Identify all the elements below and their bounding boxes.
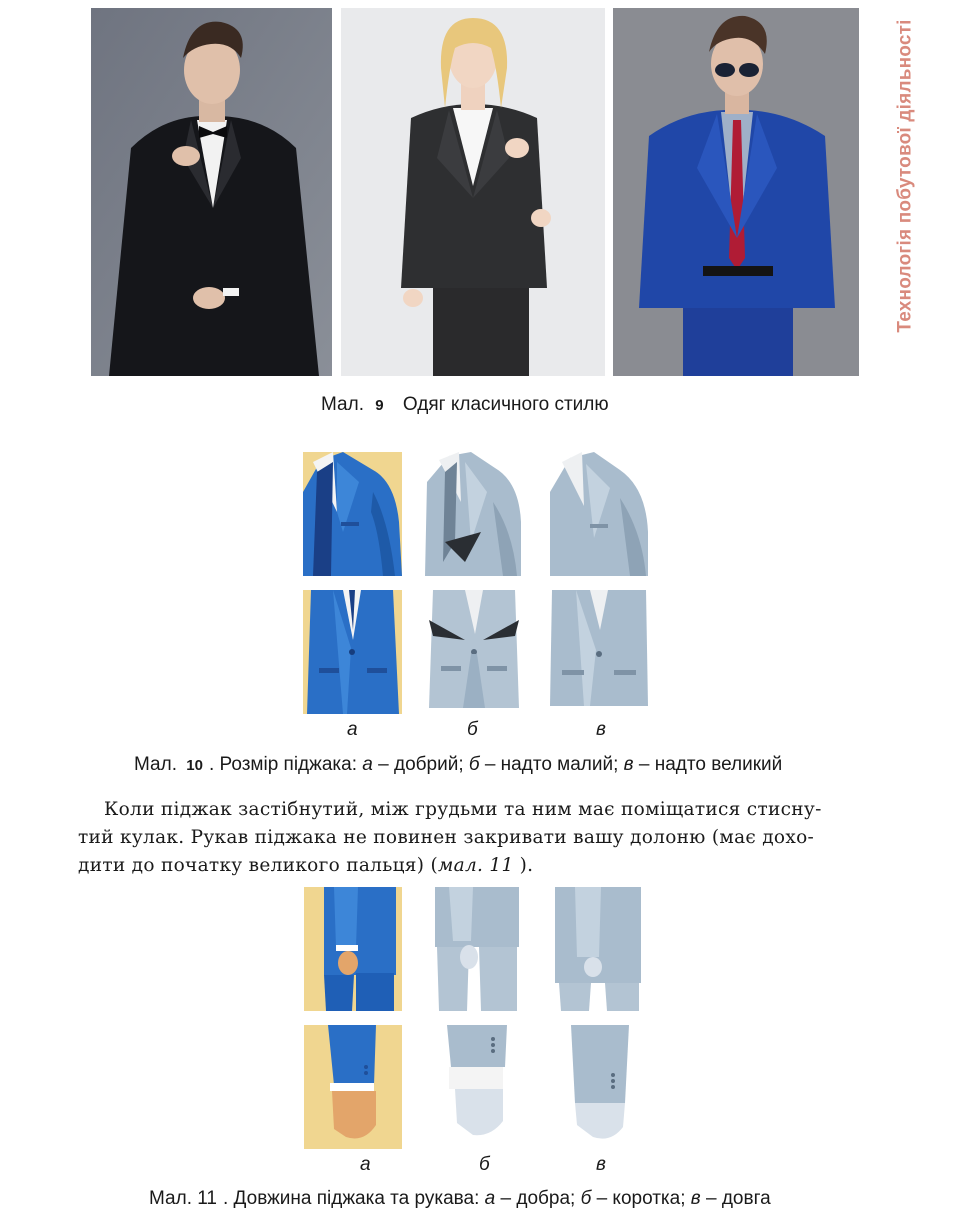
para-line-1: Коли піджак застібнутий, між грудьми та ним має поміщатися стисну- [104, 799, 822, 820]
fig11-label-a: а [360, 1154, 371, 1175]
fig11-prefix: Мал. 11 [149, 1188, 217, 1209]
fig10-prefix: Мал. [134, 754, 177, 775]
fig10-number: 10 [186, 757, 203, 774]
fig10-cap-b-text: – надто малий; [479, 754, 624, 775]
fig10-a-top [303, 452, 402, 576]
photo-woman-black-suit [341, 8, 605, 376]
photo-man-tuxedo [91, 8, 332, 376]
fig10-label-c: в [596, 719, 606, 740]
fig11-cap-c: в [690, 1188, 701, 1209]
fig11-cap-b-text: – коротка; [591, 1188, 691, 1209]
fig10-cap-a-text: – добрий; [372, 754, 469, 775]
side-title-text: Технологія побутової діяльності [895, 19, 916, 333]
fig10-caption [134, 754, 782, 776]
fig11-label-b: б [479, 1154, 490, 1175]
fig10-c-bottom [550, 590, 648, 714]
fig11-c-top [553, 887, 647, 1011]
fig11-caption [149, 1188, 771, 1210]
fig10-label-a: а [347, 719, 358, 740]
body-paragraph [78, 796, 888, 880]
fig10-cap-c: в [623, 754, 634, 775]
para-line3-after: ). [519, 855, 534, 876]
fig9-text: Одяг класичного стилю [402, 394, 609, 415]
fig9-caption [321, 394, 609, 416]
fig10-a-bottom [303, 590, 402, 714]
fig11-label-c: в [596, 1154, 606, 1175]
fig11-cap-b: б [580, 1188, 592, 1209]
fig10-c-top [550, 452, 648, 576]
fig11-a-bottom [304, 1025, 402, 1149]
fig11-sep: . Довжина піджака та рукава: [222, 1188, 485, 1209]
fig11-b-bottom [429, 1025, 523, 1149]
fig10-label-b: б [467, 719, 478, 740]
fig9-prefix: Мал. [321, 394, 364, 415]
fig9-number: 9 [375, 397, 384, 414]
para-line-2: тий кулак. Рукав піджака не повинен закривати вашу долоню (має дохо- [78, 827, 815, 848]
para-line3-before: дити до початку великого пальця) ( [78, 855, 438, 876]
fig11-a-top [304, 887, 402, 1011]
fig11-cap-a-text: – добра; [495, 1188, 581, 1209]
photo-man-blue-suit [613, 8, 859, 376]
fig10-cap-b: б [468, 754, 480, 775]
fig10-cap-c-text: – надто великий [633, 754, 783, 775]
fig10-cap-a: а [362, 754, 373, 775]
fig10-sep: . Розмір піджака: [208, 754, 363, 775]
fig11-b-top [429, 887, 523, 1011]
fig11-c-bottom [553, 1025, 647, 1149]
para-fig-ref: мал. 11 [438, 855, 514, 876]
fig10-b-top [425, 452, 523, 576]
fig10-b-bottom [425, 590, 523, 714]
para-line-3 [78, 852, 888, 880]
side-title [888, 6, 924, 346]
fig11-cap-c-text: – довга [700, 1188, 771, 1209]
fig11-cap-a: а [484, 1188, 496, 1209]
